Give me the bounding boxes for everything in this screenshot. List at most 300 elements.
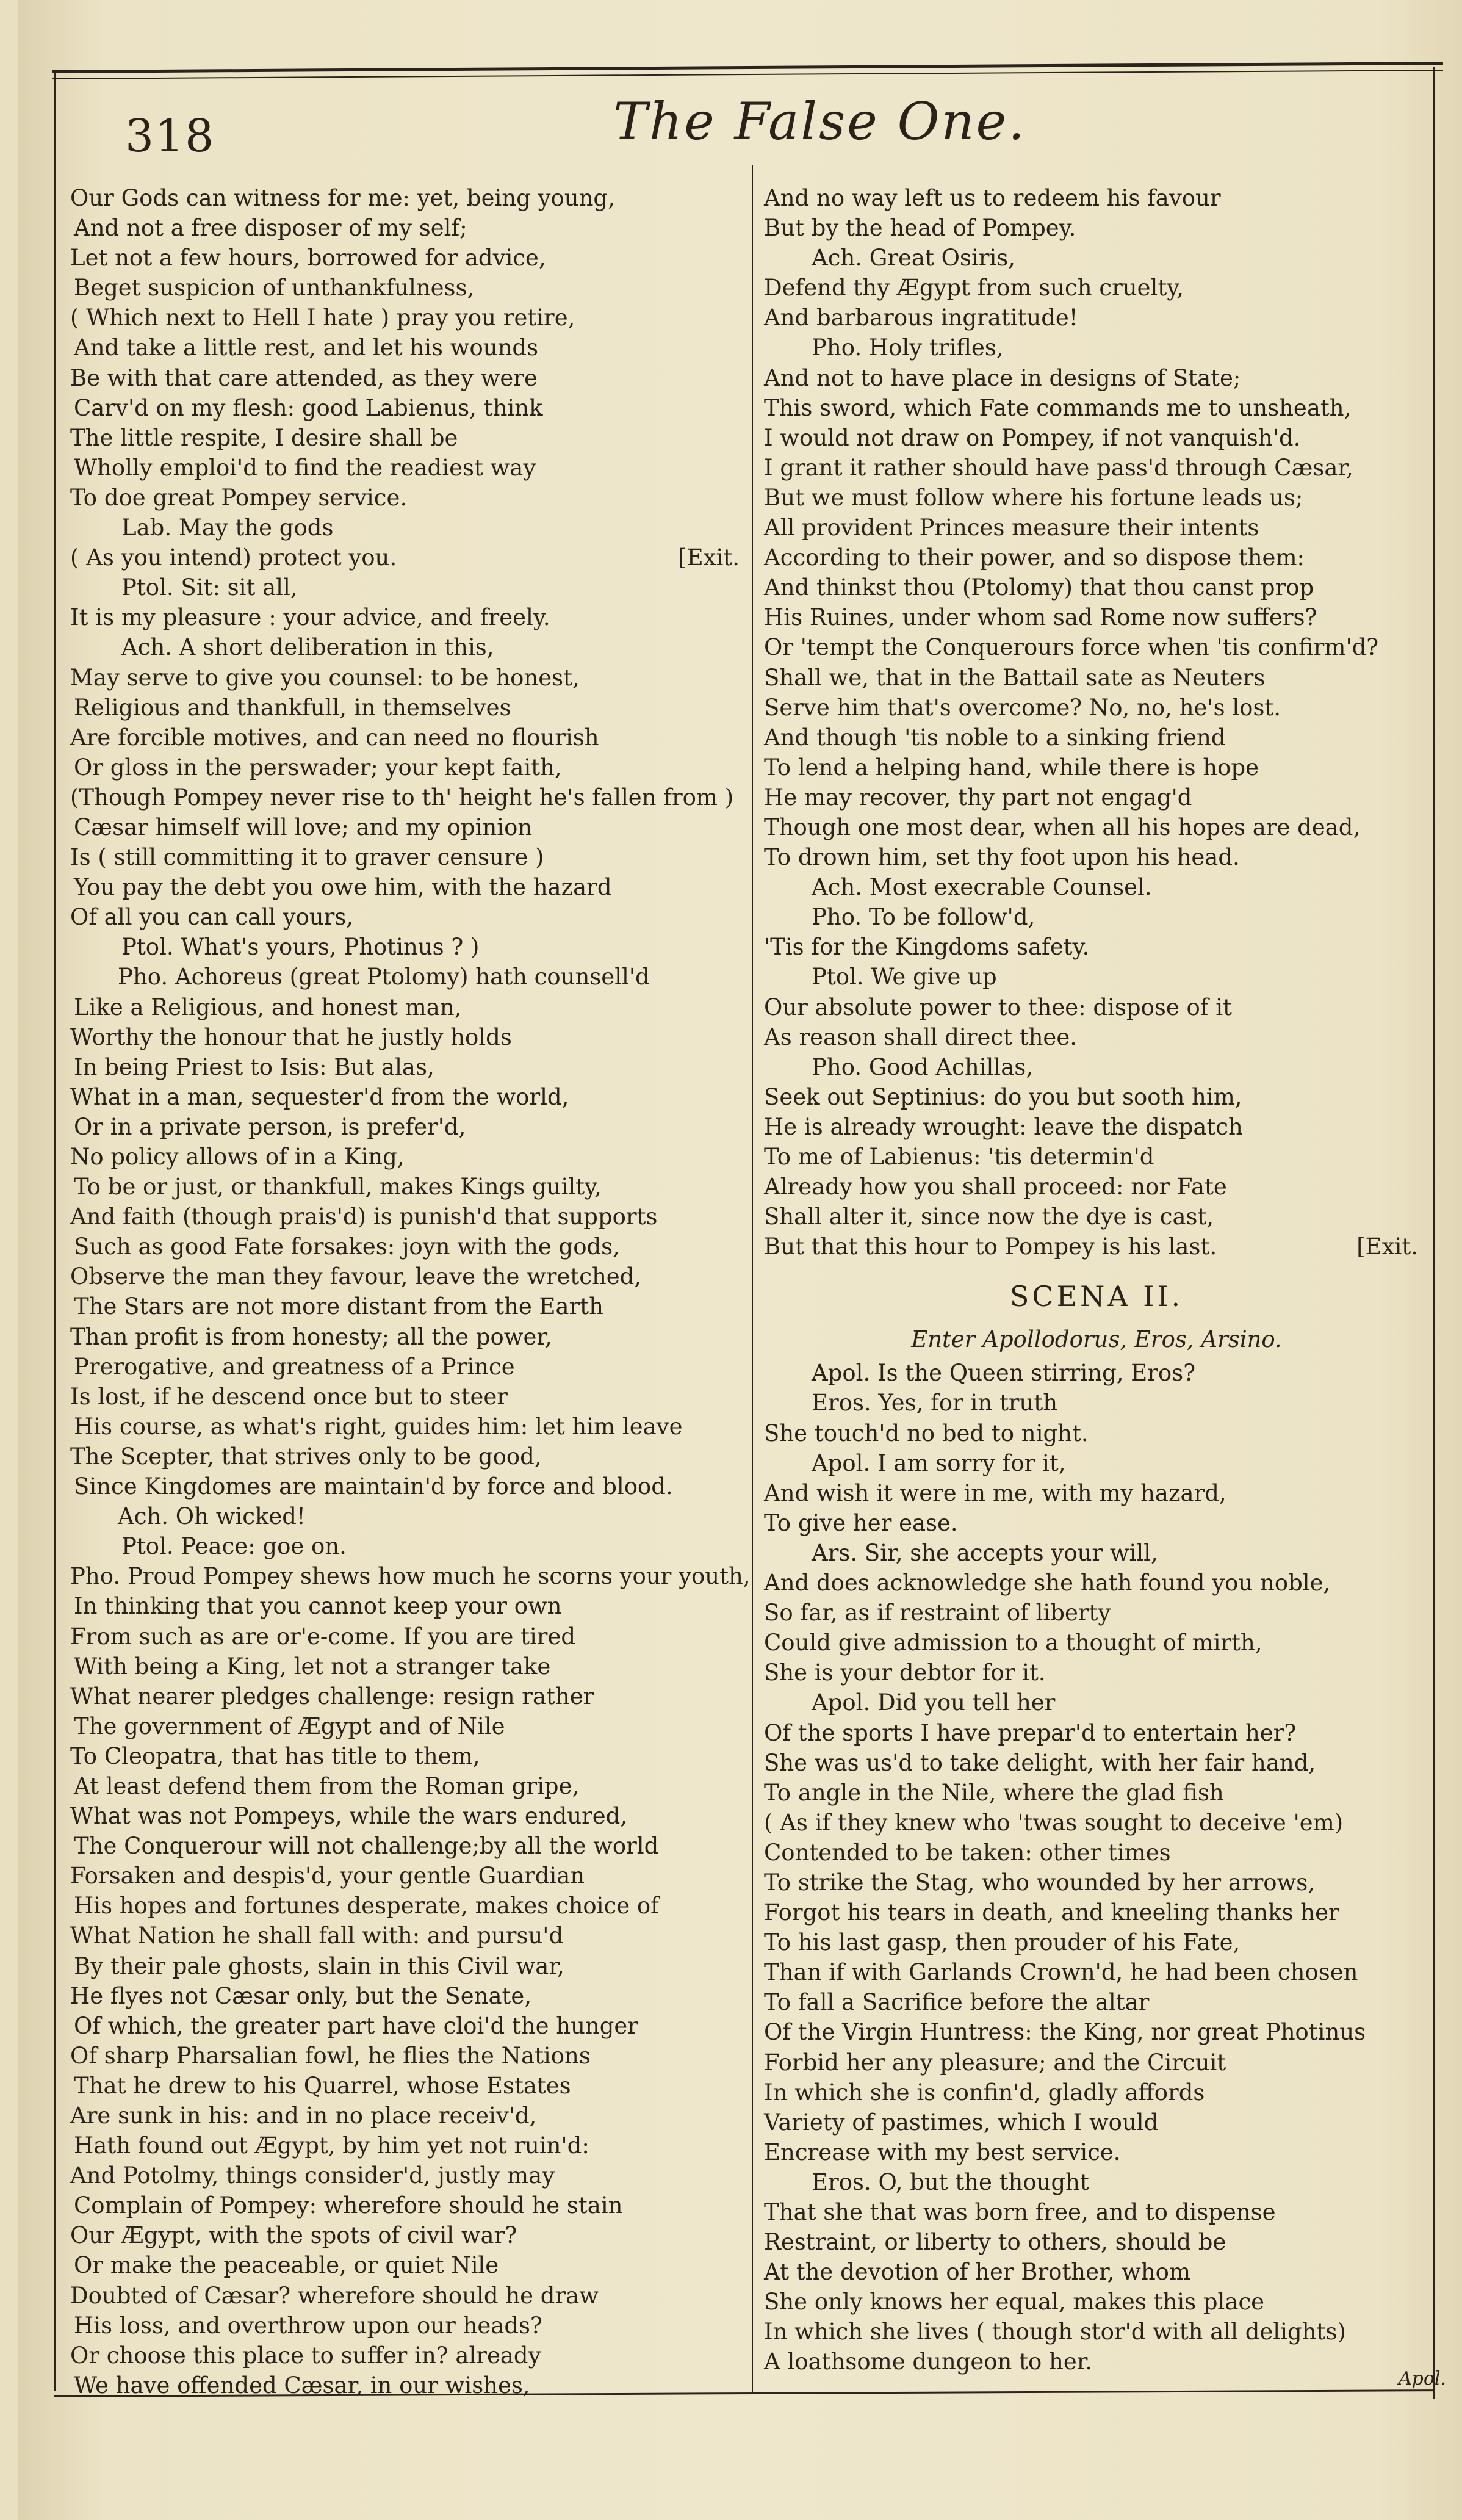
verse-text: Could give admission to a thought of mirth, bbox=[764, 1630, 1262, 1656]
verse-line bbox=[74, 1412, 754, 1442]
verse-text: Our absolute power to thee: dispose of it bbox=[764, 994, 1232, 1020]
verse-line bbox=[70, 782, 751, 812]
verse-text: Beget suspicion of unthankfulness, bbox=[74, 275, 475, 301]
verse-line bbox=[74, 2071, 754, 2101]
verse-text: Like a Religious, and honest man, bbox=[74, 994, 462, 1020]
verse-text: Than profit is from honesty; all the power, bbox=[70, 1323, 552, 1350]
verse-text: Seek out Septinius: do you but sooth him, bbox=[764, 1083, 1242, 1110]
verse-text: Doubted of Cæsar? wherefore should he draw bbox=[70, 2282, 599, 2309]
verse-line bbox=[764, 1688, 1429, 1717]
verse-text: Or choose this place to suffer in? already bbox=[70, 2342, 541, 2369]
verse-text: Ptol. We give up bbox=[812, 964, 997, 991]
verse-line bbox=[764, 423, 1429, 453]
verse-line bbox=[70, 363, 751, 393]
verse-text: Ptol. What's yours, Photinus ? ) bbox=[121, 934, 480, 961]
verse-text: She only knows her equal, makes this place bbox=[764, 2289, 1265, 2316]
verse-text: And faith (though prais'd) is punish'd that supports bbox=[70, 1204, 658, 1230]
verse-text: What nearer pledges challenge: resign rather bbox=[70, 1683, 594, 1709]
verse-text: And does acknowledge she hath found you noble, bbox=[764, 1570, 1331, 1597]
verse-line bbox=[764, 1927, 1429, 1957]
verse-line bbox=[764, 1172, 1429, 1202]
verse-text: Apol. Is the Queen stirring, Eros? bbox=[812, 1360, 1196, 1387]
right-column-part-b bbox=[764, 1358, 1429, 2377]
verse-text: And though 'tis noble to a sinking friend bbox=[764, 724, 1226, 751]
verse-text: All provident Princes measure their intents bbox=[764, 514, 1259, 541]
verse-line bbox=[764, 1508, 1429, 1538]
verse-text: Are sunk in his: and in no place receiv'd, bbox=[70, 2103, 537, 2129]
verse-text: That he drew to his Quarrel, whose Estates bbox=[74, 2072, 571, 2099]
verse-line bbox=[70, 2281, 751, 2311]
verse-line bbox=[74, 1711, 754, 1741]
verse-text: ( Which next to Hell I hate ) pray you retire, bbox=[70, 305, 575, 331]
verse-text: Than if with Garlands Crown'd, he had been chosen bbox=[764, 1959, 1358, 1986]
verse-line bbox=[70, 602, 751, 632]
verse-line bbox=[74, 693, 754, 723]
verse-line bbox=[764, 1628, 1429, 1658]
verse-line bbox=[74, 992, 754, 1022]
verse-text: And not to have place in designs of State; bbox=[764, 364, 1241, 391]
verse-text: You pay the debt you owe him, with the hazard bbox=[74, 874, 612, 901]
verse-line bbox=[764, 2347, 1429, 2377]
verse-text: And no way left us to redeem his favour bbox=[764, 185, 1221, 211]
verse-line bbox=[764, 2017, 1429, 2047]
verse-line bbox=[74, 812, 754, 842]
verse-line bbox=[70, 243, 751, 273]
verse-line bbox=[764, 363, 1429, 393]
verse-text: So far, as if restraint of liberty bbox=[764, 1600, 1111, 1626]
verse-text: The Stars are not more distant from the Earth bbox=[74, 1293, 603, 1320]
verse-line bbox=[764, 1808, 1429, 1838]
verse-line bbox=[70, 543, 751, 572]
verse-text: Be with that care attended, as they were bbox=[70, 364, 538, 391]
verse-line bbox=[70, 902, 751, 932]
verse-line bbox=[764, 1478, 1429, 1508]
verse-line bbox=[764, 1748, 1429, 1778]
verse-text: This sword, which Fate commands me to unsheath, bbox=[764, 394, 1352, 421]
verse-text: Pho. To be follow'd, bbox=[812, 904, 1035, 931]
verse-line bbox=[74, 1831, 754, 1861]
verse-text: Of the Virgin Huntress: the King, nor great Photinus bbox=[764, 2019, 1366, 2046]
verse-text: That she that was born free, and to dispense bbox=[764, 2199, 1276, 2225]
verse-text: As reason shall direct thee. bbox=[764, 1024, 1077, 1050]
verse-line bbox=[764, 932, 1429, 962]
verse-text: She touch'd no bed to night. bbox=[764, 1420, 1089, 1446]
verse-text: To angle in the Nile, where the glad fish bbox=[764, 1779, 1224, 1806]
verse-text: But by the head of Pompey. bbox=[764, 215, 1076, 242]
verse-text: Shall we, that in the Battail sate as Neuters bbox=[764, 664, 1266, 691]
stage-direction-exit: [Exit. bbox=[678, 544, 740, 571]
verse-text: He flyes not Cæsar only, but the Senate, bbox=[70, 1982, 532, 2009]
verse-text: Observe the man they favour, leave the wretched, bbox=[70, 1263, 642, 1290]
verse-line bbox=[70, 1561, 751, 1591]
verse-line bbox=[74, 333, 754, 363]
verse-text: Of sharp Pharsalian fowl, he flies the Nations bbox=[70, 2042, 591, 2069]
verse-line bbox=[764, 1778, 1429, 1808]
verse-text: Wholly emploi'd to find the readiest way bbox=[74, 454, 536, 481]
verse-text: To his last gasp, then prouder of his Fate, bbox=[764, 1929, 1241, 1956]
verse-text: To give her ease. bbox=[764, 1509, 958, 1536]
verse-text: No policy allows of in a King, bbox=[70, 1144, 405, 1170]
verse-text: By their pale ghosts, slain in this Civil war, bbox=[74, 1952, 564, 1979]
verse-line bbox=[764, 1052, 1429, 1082]
verse-text: It is my pleasure : your advice, and freely. bbox=[70, 604, 550, 631]
verse-line bbox=[764, 303, 1429, 333]
verse-line bbox=[764, 1022, 1429, 1052]
verse-text: According to their power, and so dispose them: bbox=[764, 544, 1305, 571]
verse-line bbox=[764, 992, 1429, 1022]
verse-text: To drown him, set thy foot upon his head. bbox=[764, 844, 1240, 871]
verse-line bbox=[74, 1531, 754, 1561]
verse-line bbox=[70, 842, 751, 872]
verse-line bbox=[74, 453, 754, 483]
verse-text: Since Kingdomes are maintain'd by force and blood. bbox=[74, 1473, 673, 1500]
verse-line bbox=[74, 2311, 754, 2341]
verse-text: In which she is confin'd, gladly affords bbox=[764, 2079, 1205, 2106]
verse-text: Pho. Good Achillas, bbox=[812, 1053, 1034, 1080]
verse-text: Of the sports I have prepar'd to entertain her? bbox=[764, 1719, 1297, 1746]
verse-text: Worthy the honour that he justly holds bbox=[70, 1024, 512, 1050]
verse-line bbox=[74, 753, 754, 782]
verse-line bbox=[70, 1202, 751, 1232]
verse-text: And Potolmy, things consider'd, justly may bbox=[70, 2162, 555, 2189]
verse-text: I would not draw on Pompey, if not vanquish'd. bbox=[764, 424, 1301, 451]
verse-text: A loathsome dungeon to her. bbox=[764, 2349, 1093, 2375]
verse-line bbox=[764, 2048, 1429, 2078]
verse-line bbox=[74, 1291, 754, 1321]
verse-line bbox=[764, 2167, 1429, 2197]
verse-line bbox=[70, 1981, 751, 2011]
column-divider bbox=[752, 165, 753, 2392]
stage-direction-exit: [Exit. bbox=[1356, 1233, 1418, 1260]
verse-text: In thinking that you cannot keep your own bbox=[74, 1593, 562, 1620]
verse-line bbox=[764, 483, 1429, 513]
verse-line bbox=[70, 1741, 751, 1771]
verse-line bbox=[764, 183, 1429, 213]
verse-text: Lab. May the gods bbox=[121, 514, 334, 541]
verse-text: To strike the Stag, who wounded by her arrows, bbox=[764, 1869, 1315, 1896]
verse-text: Prerogative, and greatness of a Prince bbox=[74, 1353, 515, 1380]
verse-text: Eros. O, but the thought bbox=[812, 2168, 1089, 2195]
verse-line bbox=[764, 273, 1429, 303]
verse-line bbox=[74, 1951, 754, 1981]
verse-line bbox=[70, 1622, 751, 1652]
verse-line bbox=[764, 2287, 1429, 2317]
verse-text: His hopes and fortunes desperate, makes choice of bbox=[74, 1893, 659, 1919]
verse-line bbox=[764, 782, 1429, 812]
right-column bbox=[764, 183, 1429, 2377]
verse-text: Or gloss in the perswader; your kept faith, bbox=[74, 754, 562, 781]
verse-line bbox=[70, 1801, 751, 1831]
verse-text: His course, as what's right, guides him: let him leave bbox=[74, 1413, 683, 1440]
verse-text: Are forcible motives, and can need no flourish bbox=[70, 724, 599, 751]
verse-text: Serve him that's overcome? No, no, he's lost. bbox=[764, 694, 1281, 721]
verse-text: Contended to be taken: other times bbox=[764, 1839, 1171, 1866]
verse-text: And wish it were in me, with my hazard, bbox=[764, 1479, 1226, 1506]
verse-line bbox=[764, 1987, 1429, 2017]
verse-line bbox=[70, 1022, 751, 1052]
verse-line bbox=[764, 333, 1429, 363]
verse-text: Encrease with my best service. bbox=[764, 2139, 1121, 2165]
verse-text: Pho. Proud Pompey shews how much he scorns your youth, bbox=[70, 1563, 751, 1590]
verse-line bbox=[764, 962, 1429, 992]
verse-line bbox=[74, 932, 754, 962]
verse-line bbox=[74, 2370, 754, 2400]
verse-text: We have offended Cæsar, in our wishes, bbox=[74, 2372, 530, 2399]
verse-text: Cæsar himself will love; and my opinion bbox=[74, 814, 533, 840]
verse-line bbox=[74, 273, 754, 303]
verse-text: Restraint, or liberty to others, should be bbox=[764, 2229, 1226, 2256]
verse-line bbox=[764, 393, 1429, 423]
verse-line bbox=[764, 2197, 1429, 2227]
verse-line bbox=[764, 902, 1429, 932]
verse-text: What in a man, sequester'd from the world, bbox=[70, 1083, 569, 1110]
verse-line bbox=[764, 663, 1429, 693]
verse-text: She is your debtor for it. bbox=[764, 1659, 1046, 1686]
verse-text: Shall alter it, since now the dye is cast, bbox=[764, 1204, 1214, 1230]
verse-line bbox=[70, 962, 751, 992]
verse-text: Our Gods can witness for me: yet, being young, bbox=[70, 185, 615, 211]
verse-text: May serve to give you counsel: to be honest, bbox=[70, 664, 580, 691]
verse-text: Apol. I am sorry for it, bbox=[812, 1450, 1066, 1476]
verse-line bbox=[764, 1448, 1429, 1478]
verse-text: The Scepter, that strives only to be good, bbox=[70, 1443, 542, 1470]
verse-line bbox=[764, 1112, 1429, 1142]
book-page bbox=[18, 0, 1462, 2520]
verse-line bbox=[74, 1172, 754, 1202]
verse-line bbox=[70, 1262, 751, 1291]
verse-text: At least defend them from the Roman gripe, bbox=[74, 1772, 580, 1799]
verse-line bbox=[764, 1358, 1429, 1388]
verse-text: Ptol. Peace: goe on. bbox=[121, 1533, 347, 1560]
verse-text: Forbid her any pleasure; and the Circuit bbox=[764, 2049, 1226, 2076]
verse-line bbox=[764, 723, 1429, 753]
verse-line bbox=[764, 1868, 1429, 1897]
verse-text: Pho. Holy trifles, bbox=[812, 334, 1004, 361]
verse-line bbox=[74, 2011, 754, 2041]
verse-line bbox=[70, 303, 751, 333]
verse-line bbox=[764, 543, 1429, 572]
verse-text: Such as good Fate forsakes: joyn with the gods, bbox=[74, 1233, 620, 1260]
verse-line bbox=[764, 842, 1429, 872]
verse-line bbox=[764, 1957, 1429, 1987]
verse-text: To fall a Sacrifice before the altar bbox=[764, 1989, 1150, 2016]
verse-line bbox=[74, 1112, 754, 1142]
verse-line bbox=[70, 1681, 751, 1711]
verse-text: Forgot his tears in death, and kneeling thanks her bbox=[764, 1899, 1339, 1926]
verse-text: Apol. Did you tell her bbox=[812, 1689, 1056, 1716]
verse-text: 'Tis for the Kingdoms safety. bbox=[764, 934, 1090, 961]
verse-line bbox=[74, 213, 754, 243]
verse-text: Ach. Oh wicked! bbox=[118, 1503, 306, 1530]
verse-line bbox=[74, 1471, 754, 1501]
verse-line bbox=[70, 2101, 751, 2131]
verse-line bbox=[764, 2078, 1429, 2107]
verse-line bbox=[70, 1382, 751, 1412]
verse-text: Complain of Pompey: wherefore should he stain bbox=[74, 2192, 623, 2219]
verse-line bbox=[764, 1142, 1429, 1172]
verse-line bbox=[70, 1861, 751, 1891]
verse-text: To me of Labienus: 'tis determin'd bbox=[764, 1144, 1154, 1170]
stage-direction-entrance: Enter Apollodorus, Eros, Arsino. bbox=[911, 1326, 1282, 1353]
verse-line bbox=[74, 2131, 754, 2161]
verse-text: (Though Pompey never rise to th' height he's fallen from ) bbox=[70, 784, 734, 811]
verse-text: To be or just, or thankfull, makes Kings guilty, bbox=[74, 1174, 602, 1200]
verse-line bbox=[764, 1598, 1429, 1628]
verse-text: Is ( still committing it to graver censure ) bbox=[70, 844, 544, 871]
verse-line bbox=[70, 2341, 751, 2370]
verse-line bbox=[764, 1568, 1429, 1598]
verse-text: Of which, the greater part have cloi'd the hunger bbox=[74, 2012, 638, 2039]
verse-text: Ptol. Sit: sit all, bbox=[121, 574, 298, 601]
frame-right-rule bbox=[1433, 67, 1435, 2399]
verse-line bbox=[74, 632, 754, 662]
verse-line bbox=[764, 1658, 1429, 1688]
verse-line bbox=[74, 572, 754, 602]
verse-line bbox=[70, 1142, 751, 1172]
verse-line bbox=[764, 872, 1429, 902]
verse-text: In being Priest to Isis: But alas, bbox=[74, 1053, 434, 1080]
verse-line bbox=[70, 1501, 751, 1531]
verse-text: With being a King, let not a stranger take bbox=[74, 1653, 551, 1680]
verse-line bbox=[764, 1388, 1429, 1418]
verse-line bbox=[764, 1082, 1429, 1112]
verse-text: And take a little rest, and let his wounds bbox=[74, 334, 539, 361]
verse-text: At the devotion of her Brother, whom bbox=[764, 2259, 1191, 2286]
verse-line bbox=[764, 572, 1429, 602]
verse-text: Or 'tempt the Conquerours force when 'tis confirm'd? bbox=[764, 634, 1379, 661]
verse-text: Ach. A short deliberation in this, bbox=[121, 634, 494, 661]
verse-text: Eros. Yes, for in truth bbox=[812, 1390, 1058, 1417]
verse-line bbox=[74, 2250, 754, 2280]
verse-line bbox=[74, 393, 754, 423]
verse-text: Already how you shall proceed: nor Fate bbox=[764, 1174, 1227, 1200]
verse-line bbox=[74, 1771, 754, 1801]
verse-text: To doe great Pompey service. bbox=[70, 484, 408, 511]
verse-line bbox=[764, 513, 1429, 543]
verse-text: His loss, and overthrow upon our heads? bbox=[74, 2312, 542, 2339]
verse-line bbox=[74, 1052, 754, 1082]
verse-line bbox=[764, 693, 1429, 723]
verse-line bbox=[764, 753, 1429, 782]
verse-text: She was us'd to take delight, with her fair hand, bbox=[764, 1749, 1316, 1776]
verse-text: But we must follow where his fortune leads us; bbox=[764, 484, 1303, 511]
verse-text: In which she lives ( though stor'd with all delights) bbox=[764, 2319, 1346, 2345]
verse-text: Or make the peaceable, or quiet Nile bbox=[74, 2252, 499, 2279]
verse-line bbox=[70, 1442, 751, 1471]
page-number: 318 bbox=[125, 110, 215, 162]
verse-text: But that this hour to Pompey is his last. bbox=[764, 1233, 1217, 1260]
verse-text: Carv'd on my flesh: good Labienus, think bbox=[74, 394, 543, 421]
verse-text: His Ruines, under whom sad Rome now suffers? bbox=[764, 604, 1317, 631]
verse-line bbox=[74, 2190, 754, 2220]
verse-text: To Cleopatra, that has title to them, bbox=[70, 1742, 480, 1769]
verse-line bbox=[74, 1591, 754, 1621]
verse-line bbox=[70, 183, 751, 213]
verse-line bbox=[764, 2137, 1429, 2167]
verse-line bbox=[70, 2041, 751, 2071]
verse-text: Pho. Achoreus (great Ptolomy) hath counsell'd bbox=[118, 964, 650, 991]
verse-text: ( As you intend) protect you. bbox=[70, 544, 397, 571]
verse-text: He is already wrought: leave the dispatch bbox=[764, 1113, 1243, 1140]
verse-line bbox=[764, 1418, 1429, 1448]
verse-text: Hath found out Ægypt, by him yet not ruin'd: bbox=[74, 2132, 589, 2159]
verse-line bbox=[70, 1921, 751, 1951]
verse-line bbox=[74, 513, 754, 543]
verse-text: He may recover, thy part not engag'd bbox=[764, 784, 1192, 811]
verse-line bbox=[70, 723, 751, 753]
verse-line bbox=[74, 1891, 754, 1921]
verse-line bbox=[764, 243, 1429, 273]
verse-line bbox=[764, 213, 1429, 243]
verse-line bbox=[764, 1538, 1429, 1568]
verse-text: What was not Pompeys, while the wars endured, bbox=[70, 1803, 628, 1830]
verse-line bbox=[70, 1322, 751, 1352]
verse-line bbox=[764, 2317, 1429, 2347]
verse-line bbox=[764, 453, 1429, 483]
verse-line bbox=[70, 423, 751, 453]
left-column bbox=[70, 183, 751, 2400]
verse-line bbox=[70, 2220, 751, 2250]
verse-line bbox=[74, 1652, 754, 1681]
verse-line bbox=[764, 2227, 1429, 2257]
verse-text: Or in a private person, is prefer'd, bbox=[74, 1113, 466, 1140]
verse-line bbox=[764, 1838, 1429, 1868]
verse-line bbox=[764, 812, 1429, 842]
verse-text: The little respite, I desire shall be bbox=[70, 424, 458, 451]
verse-line bbox=[764, 1897, 1429, 1927]
verse-text: The government of Ægypt and of Nile bbox=[74, 1713, 505, 1739]
verse-line bbox=[74, 872, 754, 902]
verse-text: What Nation he shall fall with: and pursu'd bbox=[70, 1922, 564, 1949]
verse-line bbox=[70, 483, 751, 513]
verse-text: And thinkst thou (Ptolomy) that thou canst prop bbox=[764, 574, 1314, 601]
verse-text: Variety of pastimes, which I would bbox=[764, 2109, 1159, 2136]
verse-text: From such as are or'e-come. If you are tired bbox=[70, 1623, 576, 1650]
verse-line bbox=[764, 1232, 1429, 1262]
verse-text: Forsaken and despis'd, your gentle Guardian bbox=[70, 1863, 585, 1890]
verse-line bbox=[764, 2107, 1429, 2137]
running-head: The False One. bbox=[613, 92, 1026, 151]
right-column-part-a bbox=[764, 183, 1429, 1262]
verse-text: Ars. Sir, she accepts your will, bbox=[812, 1539, 1158, 1566]
verse-line bbox=[70, 663, 751, 693]
verse-text: To lend a helping hand, while there is hope bbox=[764, 754, 1259, 781]
verse-text: I grant it rather should have pass'd through Cæsar, bbox=[764, 454, 1353, 481]
verse-line bbox=[764, 1718, 1429, 1748]
verse-text: Is lost, if he descend once but to steer bbox=[70, 1383, 508, 1410]
verse-text: Let not a few hours, borrowed for advice, bbox=[70, 245, 546, 272]
verse-text: Of all you can call yours, bbox=[70, 904, 354, 931]
verse-line bbox=[74, 1352, 754, 1382]
verse-line bbox=[764, 2257, 1429, 2287]
verse-text: Our Ægypt, with the spots of civil war? bbox=[70, 2222, 517, 2249]
verse-line bbox=[70, 1082, 751, 1112]
verse-text: And barbarous ingratitude! bbox=[764, 305, 1078, 331]
frame-left-rule bbox=[54, 72, 56, 2391]
verse-text: Ach. Most execrable Counsel. bbox=[812, 874, 1152, 901]
verse-line bbox=[764, 632, 1429, 662]
scene-heading: SCENA II. bbox=[1009, 1280, 1184, 1313]
verse-line bbox=[764, 1202, 1429, 1232]
verse-line bbox=[764, 602, 1429, 632]
verse-text: The Conquerour will not challenge;by all the world bbox=[74, 1833, 659, 1860]
verse-text: And not a free disposer of my self; bbox=[74, 215, 467, 242]
verse-text: Religious and thankfull, in themselves bbox=[74, 694, 511, 721]
catchword: Apol. bbox=[1399, 2368, 1447, 2389]
verse-text: Though one most dear, when all his hopes are dead, bbox=[764, 814, 1361, 840]
verse-line bbox=[74, 1232, 754, 1262]
verse-line bbox=[70, 2161, 751, 2190]
